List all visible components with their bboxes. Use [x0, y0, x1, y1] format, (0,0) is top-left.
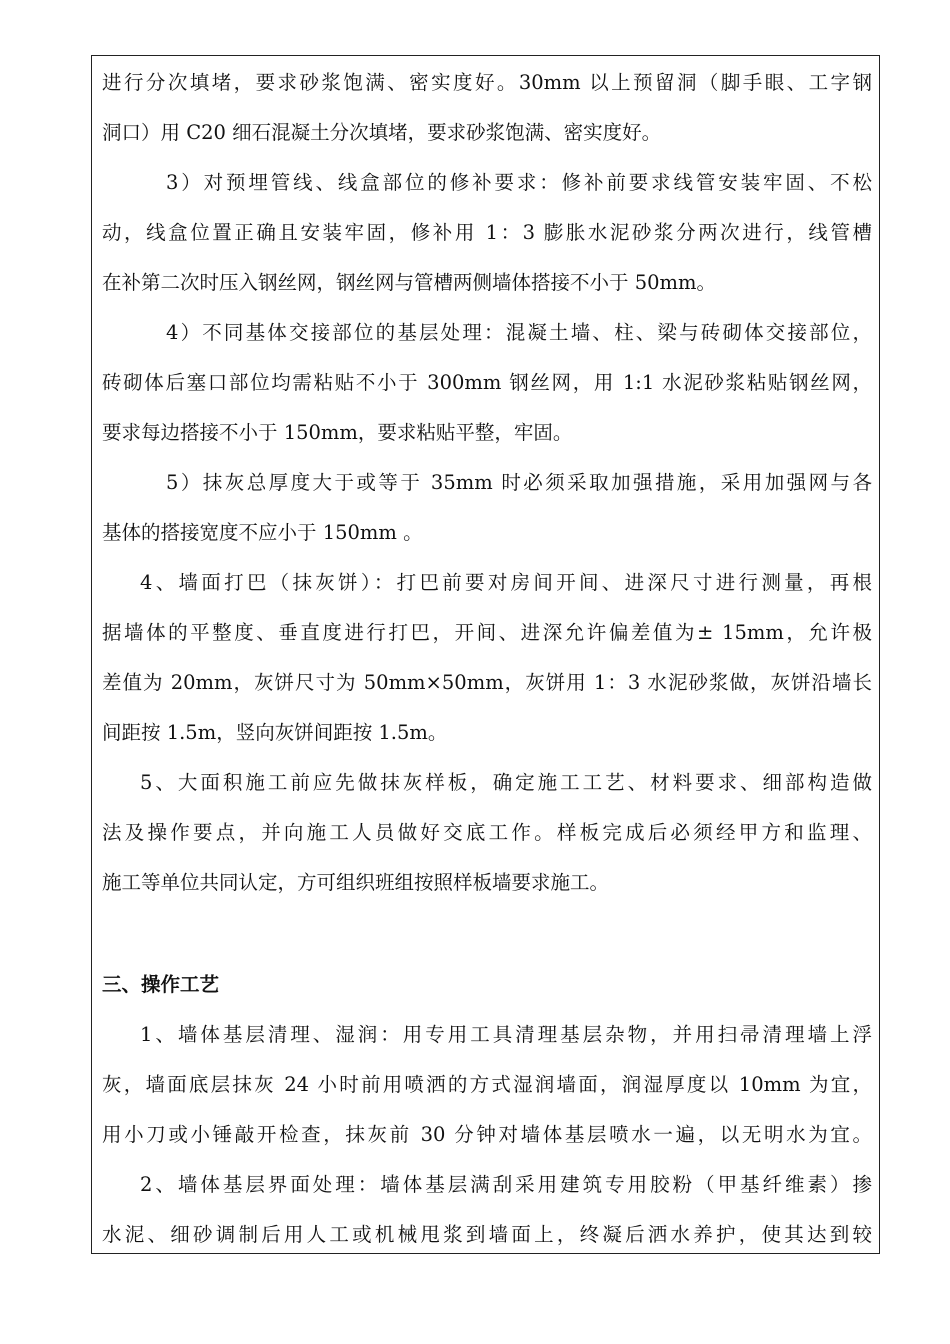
text-line: 砖砌体后塞口部位均需粘贴不小于 300mm 钢丝网，用 1:1 水泥砂浆粘贴钢丝网， [102, 371, 872, 394]
text-line: 4）不同基体交接部位的基层处理：混凝土墙、柱、梁与砖砌体交接部位， [166, 321, 872, 344]
text-line: 2、墙体基层界面处理：墙体基层满刮采用建筑专用胶粉（甲基纤维素）掺 [140, 1173, 872, 1196]
text-line: 水泥、细砂调制后用人工或机械甩浆到墙面上，终凝后洒水养护，使其达到较 [102, 1223, 872, 1246]
text-line: 3）对预埋管线、线盒部位的修补要求：修补前要求线管安装牢固、不松 [166, 171, 872, 194]
text-line: 1、墙体基层清理、湿润：用专用工具清理基层杂物，并用扫帚清理墙上浮 [140, 1023, 872, 1046]
text-line: 5）抹灰总厚度大于或等于 35mm 时必须采取加强措施，采用加强网与各 [166, 471, 872, 494]
text-line: 进行分次填堵，要求砂浆饱满、密实度好。30mm 以上预留洞（脚手眼、工字钢 [102, 71, 872, 94]
text-line: 用小刀或小锤敲开检查，抹灰前 30 分钟对墙体基层喷水一遍，以无明水为宜。 [102, 1123, 872, 1146]
text-line: 在补第二次时压入钢丝网，钢丝网与管槽两侧墙体搭接不小于 50mm。 [102, 271, 716, 294]
section-heading: 三、操作工艺 [102, 973, 220, 996]
text-line: 施工等单位共同认定，方可组织班组按照样板墙要求施工。 [102, 871, 610, 894]
text-line: 洞口）用 C20 细石混凝土分次填堵，要求砂浆饱满、密实度好。 [102, 121, 662, 144]
text-line: 动，线盒位置正确且安装牢固，修补用 1：3 膨胀水泥砂浆分两次进行，线管槽 [102, 221, 872, 244]
text-line: 4、墙面打巴（抹灰饼）：打巴前要对房间开间、进深尺寸进行测量，再根 [140, 571, 872, 594]
text-line: 灰，墙面底层抹灰 24 小时前用喷洒的方式湿润墙面，润湿厚度以 10mm 为宜， [102, 1073, 872, 1096]
text-line: 据墙体的平整度、垂直度进行打巴，开间、进深允许偏差值为± 15mm，允许极 [102, 621, 872, 644]
text-line: 法及操作要点，并向施工人员做好交底工作。样板完成后必须经甲方和监理、 [102, 821, 872, 844]
text-line: 间距按 1.5m，竖向灰饼间距按 1.5m。 [102, 721, 448, 744]
text-line: 差值为 20mm，灰饼尺寸为 50mm×50mm，灰饼用 1：3 水泥砂浆做，灰饼沿墙长 [102, 671, 872, 694]
text-line: 要求每边搭接不小于 150mm，要求粘贴平整，牢固。 [102, 421, 573, 444]
document-body [102, 58, 872, 1260]
text-line: 基体的搭接宽度不应小于 150mm 。 [102, 521, 423, 544]
paragraph-gap [102, 908, 872, 960]
text-line: 5、大面积施工前应先做抹灰样板，确定施工工艺、材料要求、细部构造做 [140, 771, 872, 794]
